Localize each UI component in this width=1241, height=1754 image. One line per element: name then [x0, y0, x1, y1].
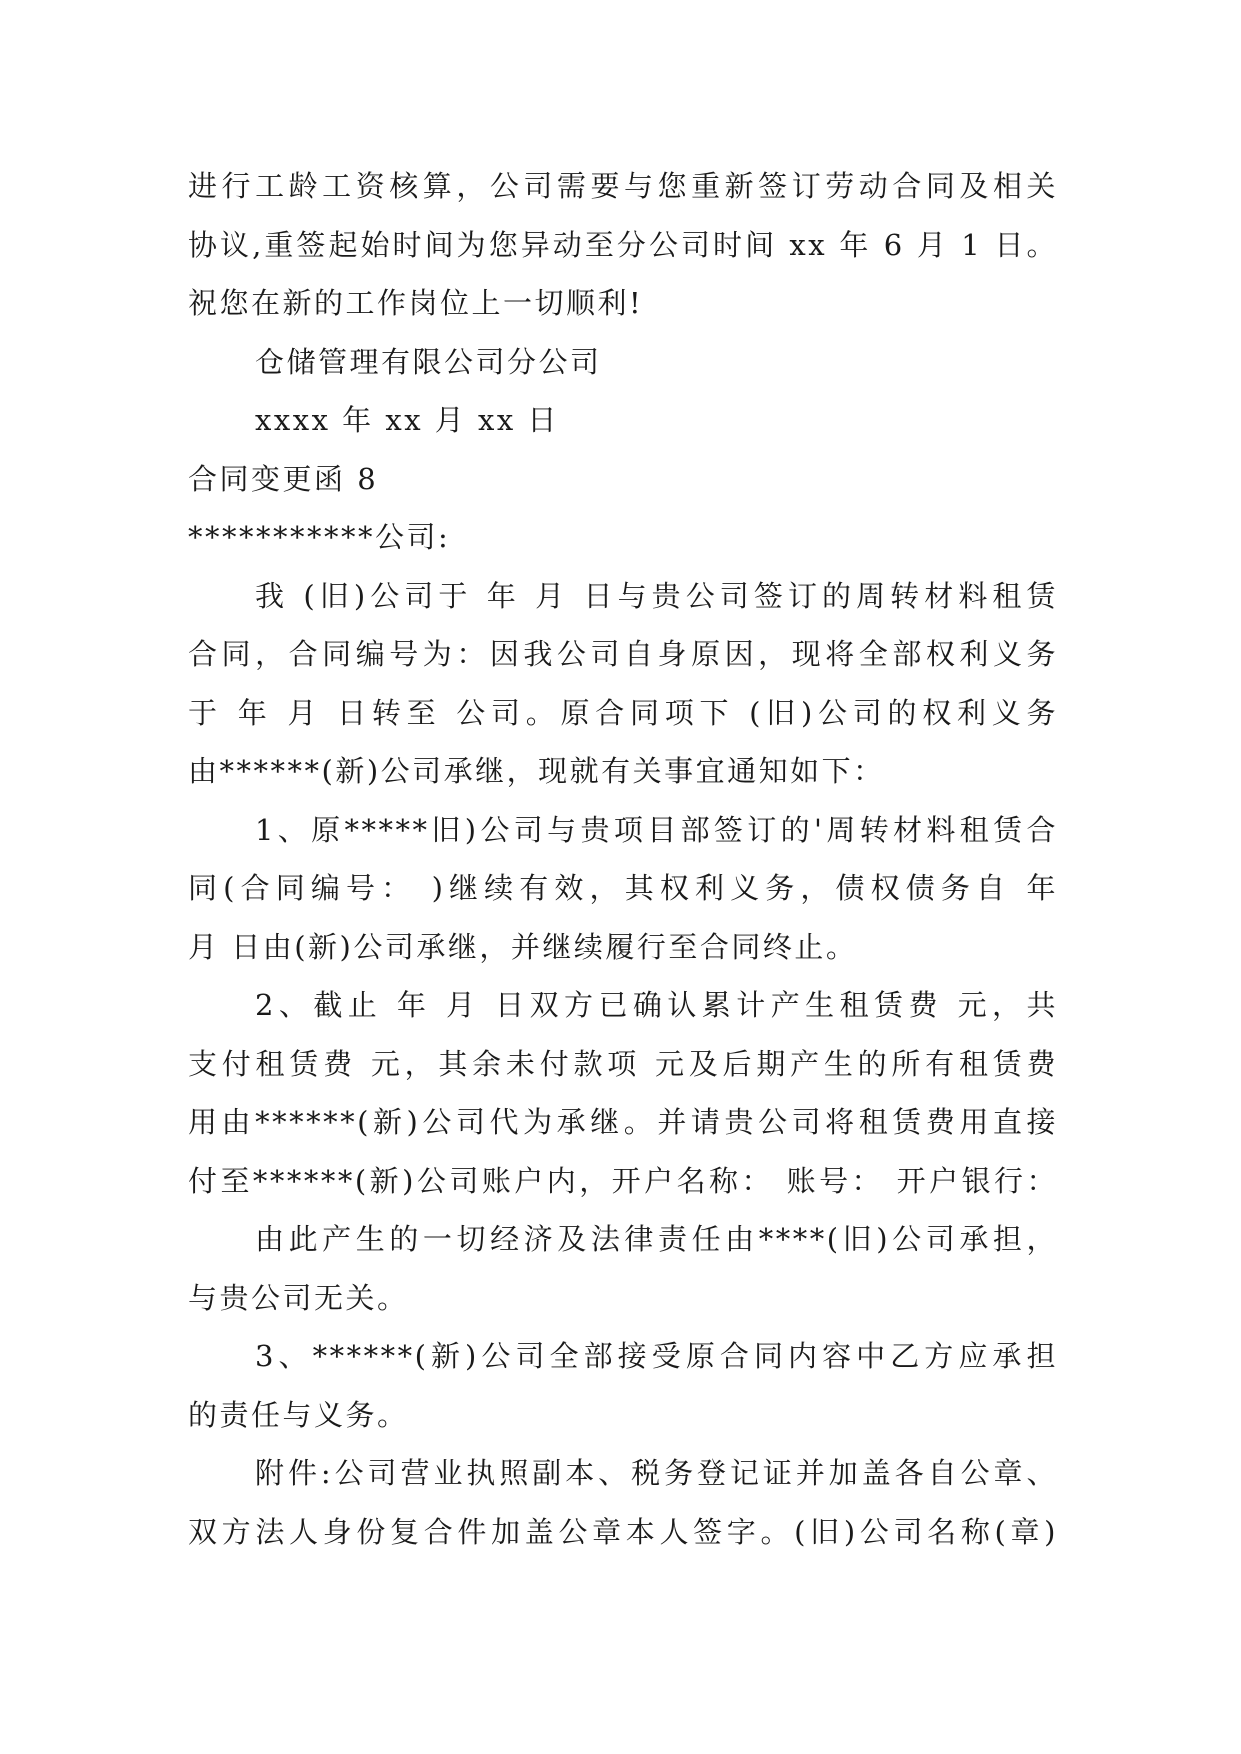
company-signature: 仓储管理有限公司分公司 — [255, 344, 602, 379]
body-line: 进行工龄工资核算，公司需要与您重新签订劳动合同及相关 — [188, 169, 1058, 203]
body-line: 2、截止 年 月 日双方已确认累计产生租赁费 元，共 — [255, 988, 1058, 1022]
body-line: 付至******(新)公司账户内，开户名称： 账号： 开户银行： — [188, 1163, 1058, 1198]
body-line: 附件:公司营业执照副本、税务登记证并加盖各自公章、 — [255, 1456, 1058, 1490]
body-line: 3、******(新)公司全部接受原合同内容中乙方应承担 — [255, 1339, 1058, 1373]
body-line: 我 (旧)公司于 年 月 日与贵公司签订的周转材料租赁 — [255, 578, 1058, 613]
body-line: 支付租赁费 元，其余未付款项 元及后期产生的所有租赁费 — [188, 1046, 1058, 1081]
body-line: 同(合同编号： )继续有效，其权利义务，债权债务自 年 — [188, 871, 1058, 905]
body-line: 合同，合同编号为：因我公司自身原因，现将全部权利义务 — [188, 637, 1058, 671]
signature-date: xxxx 年 xx 月 xx 日 — [255, 403, 559, 437]
body-line: 由******(新)公司承继，现就有关事宜通知如下： — [188, 754, 885, 788]
body-line: 1、原*****旧)公司与贵项目部签订的'周转材料租赁合 — [255, 812, 1058, 847]
body-line: 用由******(新)公司代为承继。并请贵公司将租赁费用直接 — [188, 1105, 1058, 1139]
document-page — [188, 157, 1058, 1561]
body-line: 由此产生的一切经济及法律责任由****(旧)公司承担， — [255, 1222, 1058, 1256]
body-line: 祝您在新的工作岗位上一切顺利! — [188, 286, 644, 320]
body-line: 与贵公司无关。 — [188, 1280, 409, 1315]
body-line: 于 年 月 日转至 公司。原合同项下 (旧)公司的权利义务 — [188, 695, 1058, 730]
section-title: 合同变更函 8 — [188, 461, 379, 496]
body-line: 月 日由(新)公司承继，并继续履行至合同终止。 — [188, 929, 858, 964]
salutation: ***********公司: — [188, 520, 451, 554]
body-line: 的责任与义务。 — [188, 1397, 409, 1432]
body-line: 协议,重签起始时间为您异动至分公司时间 xx 年 6 月 1 日。 — [188, 227, 1058, 262]
body-line: 双方法人身份复合件加盖公章本人签字。(旧)公司名称(章) — [188, 1514, 1058, 1549]
